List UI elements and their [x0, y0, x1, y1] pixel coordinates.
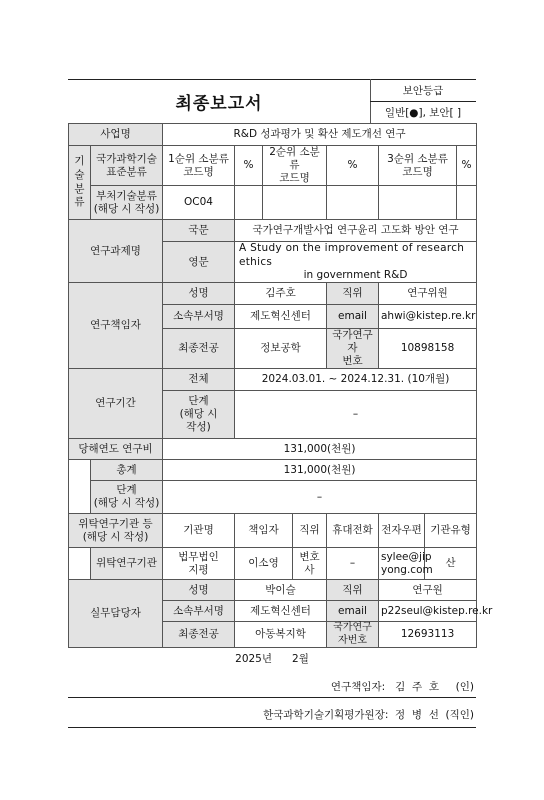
budget-stage-value: –	[163, 481, 477, 514]
staff-email-label: email	[327, 601, 379, 622]
dept-tech-cell-2	[263, 186, 327, 220]
budget-total-value: 131,000(천원)	[163, 460, 477, 481]
task-kr-value: 국가연구개발사업 연구윤리 고도화 방안 연구	[235, 220, 477, 242]
report-date: 2025년 2월	[235, 653, 309, 665]
lead-dept-value: 제도혁신센터	[235, 304, 327, 328]
commission-row-label: 위탁연구기관	[91, 548, 163, 580]
lead-researcher-no-value: 10898158	[379, 328, 477, 368]
period-total-value: 2024.03.01. ~ 2024.12.31. (10개월)	[235, 369, 477, 391]
task-en-label: 영문	[163, 242, 235, 282]
lead-major-value: 정보공학	[235, 328, 327, 368]
dept-tech-class-label: 부처기술분류 (해당 시 작성)	[91, 186, 163, 220]
report-title: 최종보고서	[175, 94, 263, 114]
lead-major-label: 최종전공	[163, 328, 235, 368]
lead-email-label: email	[327, 304, 379, 328]
lead-signature-line: 연구책임자: 김 주 호 (인)	[330, 681, 474, 693]
lead-name-value: 김주호	[235, 282, 327, 304]
commission-position-value: 변호사	[293, 548, 327, 580]
lead-position-value: 연구위원	[379, 282, 477, 304]
project-name-label: 사업명	[69, 124, 163, 146]
dept-tech-code: OC04	[163, 186, 235, 220]
dept-tech-cell-5	[457, 186, 477, 220]
staff-dept-value: 제도혁신센터	[235, 601, 327, 622]
project-name-value: R&D 성과평가 및 확산 제도개선 연구	[163, 124, 477, 146]
commission-header-email: 전자우편	[379, 514, 425, 548]
commission-label: 위탁연구기관 등 (해당 시 작성)	[69, 514, 163, 548]
lead-name-label: 성명	[163, 282, 235, 304]
period-label: 연구기간	[69, 369, 163, 439]
budget-value: 131,000(천원)	[163, 439, 477, 460]
task-en-value: A Study on the improvement of research ethics in government R&D	[235, 242, 477, 282]
rank2-percent: %	[327, 146, 379, 186]
period-total-label: 전체	[163, 369, 235, 391]
budget-label: 당해연도 연구비	[69, 439, 163, 460]
period-stage-value: –	[235, 391, 477, 439]
security-level-value: 일반[●], 보안[ ]	[384, 106, 462, 119]
lead-position-label: 직위	[327, 282, 379, 304]
staff-label: 실무담당자	[69, 580, 163, 648]
staff-name-label: 성명	[163, 580, 235, 601]
task-kr-label: 국문	[163, 220, 235, 242]
commission-header-phone: 휴대전화	[327, 514, 379, 548]
rank2-code-label: 2순위 소분류 코드명	[263, 146, 327, 186]
staff-position-label: 직위	[327, 580, 379, 601]
dept-tech-cell-1	[235, 186, 263, 220]
staff-email-value: p22seul@kistep.re.kr	[379, 601, 477, 622]
staff-name-value: 박이슬	[235, 580, 327, 601]
budget-indent	[69, 460, 91, 514]
staff-dept-label: 소속부서명	[163, 601, 235, 622]
budget-stage-label: 단계 (해당 시 작성)	[91, 481, 163, 514]
rank3-code-label: 3순위 소분류 코드명	[379, 146, 457, 186]
rank3-percent: %	[457, 146, 477, 186]
dept-tech-cell-3	[327, 186, 379, 220]
period-stage-label: 단계 (해당 시 작성)	[163, 391, 235, 439]
rank1-code-label: 1순위 소분류 코드명	[163, 146, 235, 186]
security-level-label: 보안등급	[402, 84, 444, 97]
org-signature-line: 한국과학기술기획평가원장: 정 병 선 (직인)	[263, 709, 474, 721]
commission-phone-value: –	[327, 548, 379, 580]
bottom-rule	[68, 727, 476, 728]
lead-email-value: ahwi@kistep.re.kr	[379, 304, 477, 328]
commission-org-value: 법무법인 지평	[163, 548, 235, 580]
staff-position-value: 연구원	[379, 580, 477, 601]
staff-major-value: 아동복지학	[235, 622, 327, 648]
commission-type-value: 산	[425, 548, 477, 580]
staff-researcher-no-label: 국가연구자번호	[327, 622, 379, 648]
staff-major-label: 최종전공	[163, 622, 235, 648]
commission-header-org: 기관명	[163, 514, 235, 548]
report-form-table	[68, 123, 493, 648]
rank1-percent: %	[235, 146, 263, 186]
task-name-label: 연구과제명	[69, 220, 163, 282]
commission-header-type: 기관유형	[425, 514, 477, 548]
commission-header-position: 직위	[293, 514, 327, 548]
commission-indent	[69, 548, 91, 580]
footer-rule	[68, 697, 476, 698]
commission-header-lead: 책임자	[235, 514, 293, 548]
commission-lead-value: 이소영	[235, 548, 293, 580]
tech-class-side-label: 기 술 분 류	[69, 146, 91, 220]
commission-email-value: sylee@jip yong.com	[379, 548, 425, 580]
std-class-label: 국가과학기술 표준분류	[91, 146, 163, 186]
lead-dept-label: 소속부서명	[163, 304, 235, 328]
budget-total-label: 총계	[91, 460, 163, 481]
lead-researcher-no-label: 국가연구자 번호	[327, 328, 379, 368]
staff-researcher-no-value: 12693113	[379, 622, 477, 648]
lead-researcher-label: 연구책임자	[69, 282, 163, 368]
dept-tech-cell-4	[379, 186, 457, 220]
